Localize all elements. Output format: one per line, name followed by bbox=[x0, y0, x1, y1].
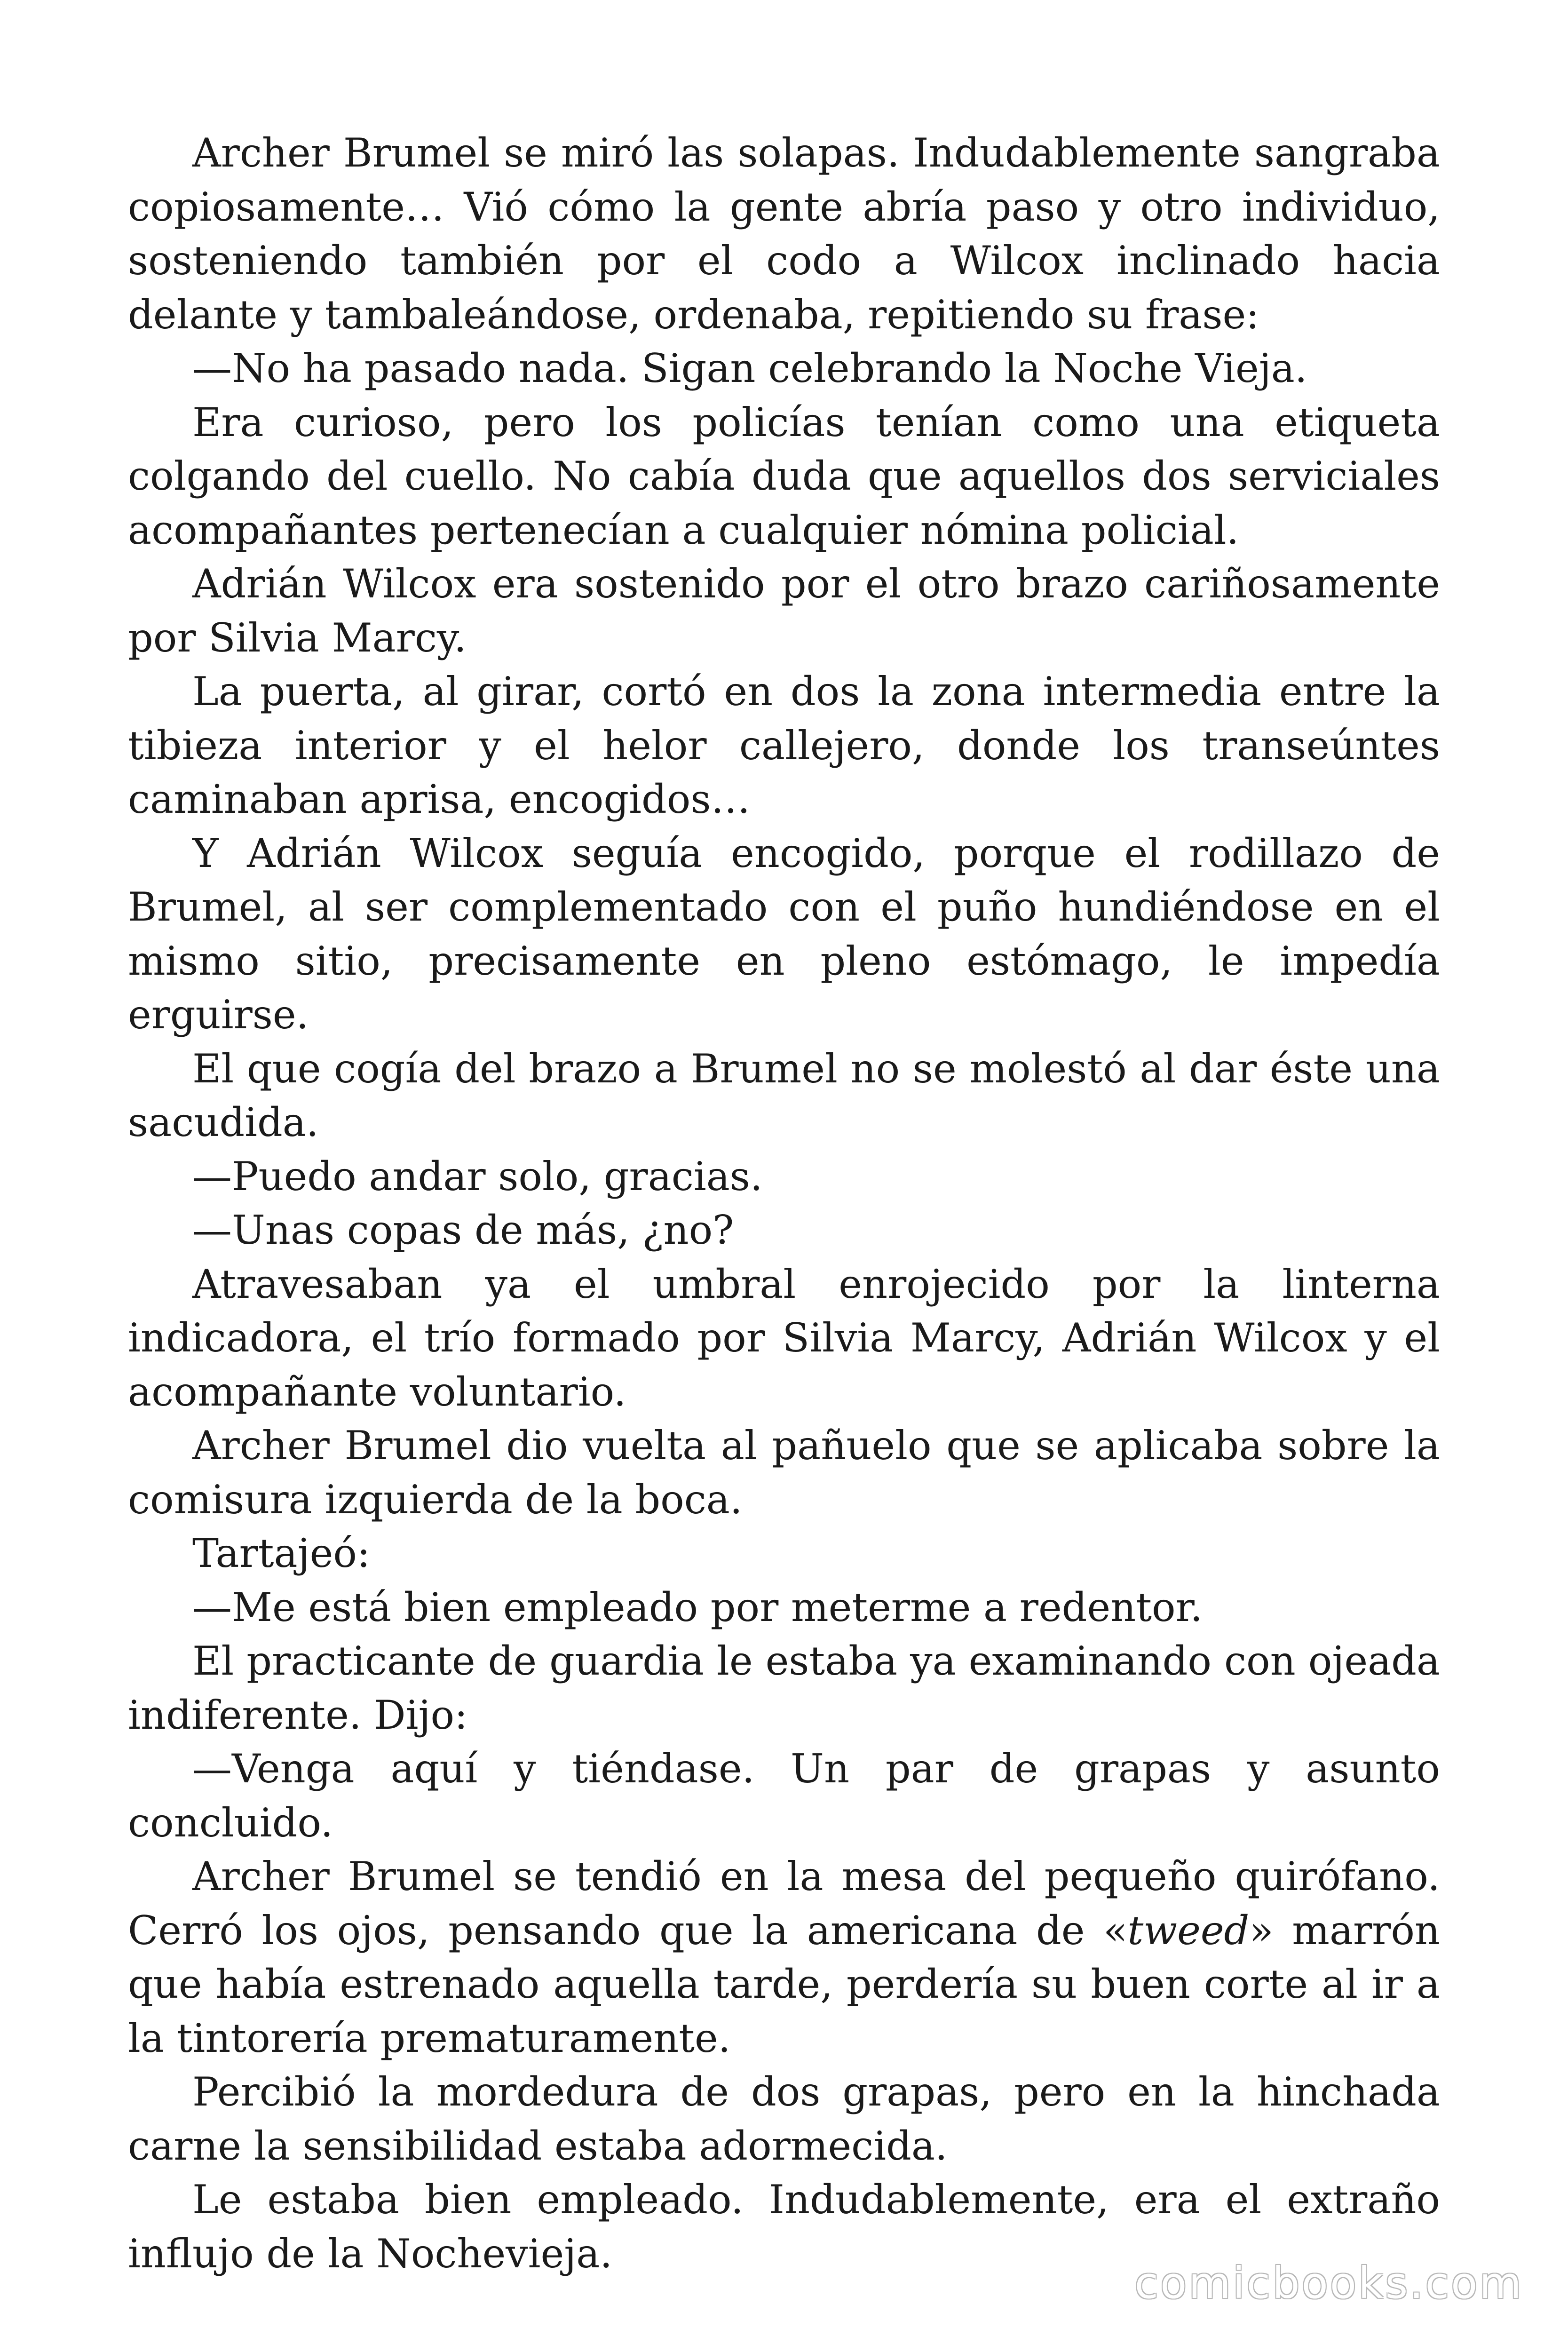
paragraph-text: » marrón que había estrenado aquella tarde, perdería su buen corte al ir a la tintorería prematuramente. bbox=[128, 1907, 1440, 2061]
paragraph: Archer Brumel dio vuelta al pañuelo que se aplicaba sobre la comisura izquierda de la boca. bbox=[128, 1422, 1440, 1523]
paragraph: Tartajeó: bbox=[192, 1530, 371, 1576]
paragraph: Percibió la mordedura de dos grapas, pero en la hinchada carne la sensibilidad estaba adormecida. bbox=[128, 2069, 1440, 2169]
paragraph: Adrián Wilcox era sostenido por el otro brazo cariñosamente por Silvia Marcy. bbox=[128, 561, 1440, 661]
paragraph: Atravesaban ya el umbral enrojecido por la linterna indicadora, el trío formado por Silvia Marcy, Adrián Wilcox y el acompañante voluntario. bbox=[128, 1261, 1440, 1415]
paragraph: —Venga aquí y tiéndase. Un par de grapas y asunto concluido. bbox=[128, 1746, 1440, 1846]
paragraph-quirofano bbox=[128, 1850, 1440, 2065]
paragraph: Le estaba bien empleado. Indudablemente, era el extraño influjo de la Nochevieja. bbox=[128, 2177, 1440, 2277]
paragraph: Archer Brumel se miró las solapas. Indudablemente sangraba copiosamente… Vió cómo la gente abría paso y otro individuo, sosteniendo también por el codo a Wilcox inclinado hacia delante y tambaleándose, ordenaba, repitiendo su frase: bbox=[128, 130, 1440, 338]
paragraph: —Me está bien empleado por meterme a redentor. bbox=[192, 1584, 1203, 1630]
paragraph: El que cogía del brazo a Brumel no se molestó al dar éste una sacudida. bbox=[128, 1045, 1440, 1145]
watermark: comicbooks.com bbox=[1134, 2258, 1523, 2308]
paragraph: La puerta, al girar, cortó en dos la zona intermedia entre la tibieza interior y el helor callejero, donde los transeúntes caminaban aprisa, encogidos… bbox=[128, 668, 1440, 822]
paragraph: —No ha pasado nada. Sigan celebrando la Noche Vieja. bbox=[192, 345, 1307, 391]
paragraph: Y Adrián Wilcox seguía encogido, porque el rodillazo de Brumel, al ser complementado con el puño hundiéndose en el mismo sitio, precisamente en pleno estómago, le impedía erguirse. bbox=[128, 830, 1440, 1038]
paragraph: —Unas copas de más, ¿no? bbox=[192, 1207, 734, 1253]
italic-term: tweed bbox=[1127, 1907, 1250, 1954]
paragraph: —Puedo andar solo, gracias. bbox=[192, 1153, 763, 1200]
paragraph: Era curioso, pero los policías tenían como una etiqueta colgando del cuello. No cabía duda que aquellos dos serviciales acompañantes pertenecían a cualquier nómina policial. bbox=[128, 399, 1440, 553]
page-body bbox=[128, 126, 1440, 2280]
paragraph-text: Archer Brumel se tendió en la mesa del pequeño quirófano. Cerró los ojos, pensando que la americana de « bbox=[128, 1853, 1440, 1954]
paragraph: El practicante de guardia le estaba ya examinando con ojeada indiferente. Dijo: bbox=[128, 1638, 1440, 1738]
